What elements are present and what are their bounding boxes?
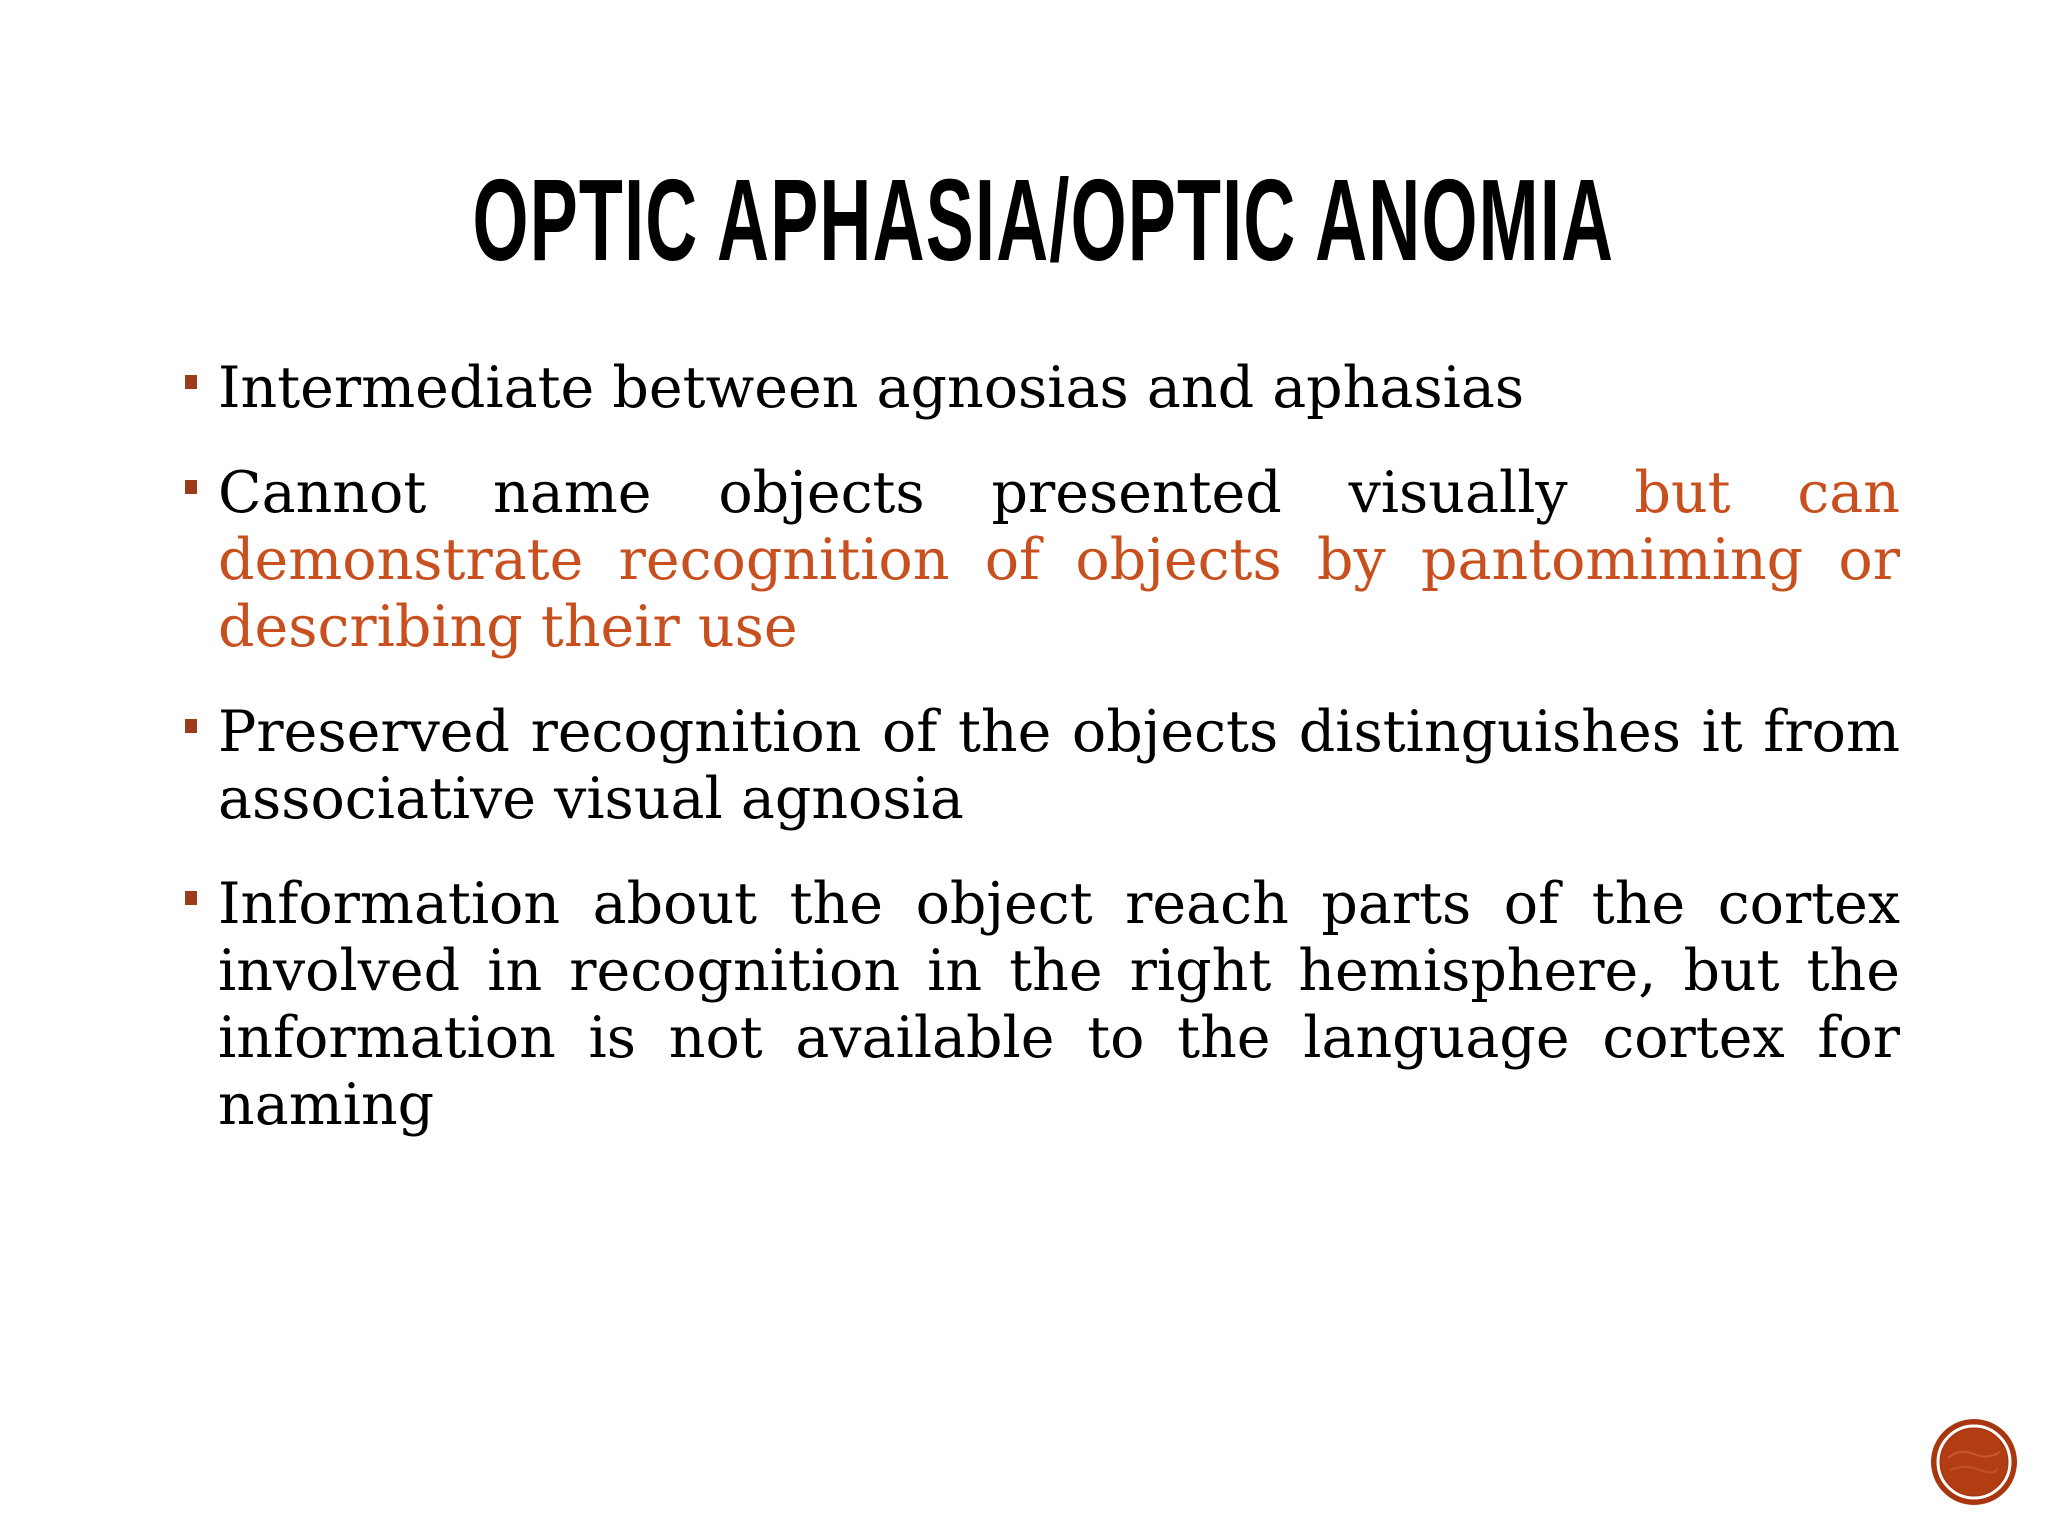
orange-circle-badge-icon — [1930, 1418, 2018, 1506]
bullet-accent-text: but can demonstrate recognition of objects by pantomiming or describing their use — [218, 460, 1900, 660]
bullet-item-1 — [180, 355, 1900, 422]
bullet-item-2 — [180, 460, 1900, 661]
square-bullet-icon — [185, 480, 197, 494]
slide-title: OPTIC APHASIA/OPTIC ANOMIA — [472, 155, 1615, 285]
bullet-item-3 — [180, 699, 1900, 833]
bullet-text: Preserved recognition of the objects distinguishes it from associative visual agnosia — [218, 699, 1900, 832]
square-bullet-icon — [185, 719, 197, 733]
square-bullet-icon — [185, 375, 197, 389]
bullet-text: Information about the object reach parts of the cortex involved in recognition in the right hemisphere, but the information is not available to the language cortex for naming — [218, 871, 1900, 1138]
bullet-list — [180, 355, 1900, 1177]
bullet-text: Cannot name objects presented visually — [218, 460, 1635, 526]
square-bullet-icon — [185, 891, 197, 905]
bullet-item-4 — [180, 871, 1900, 1139]
bullet-text: Intermediate between agnosias and aphasias — [218, 355, 1525, 421]
